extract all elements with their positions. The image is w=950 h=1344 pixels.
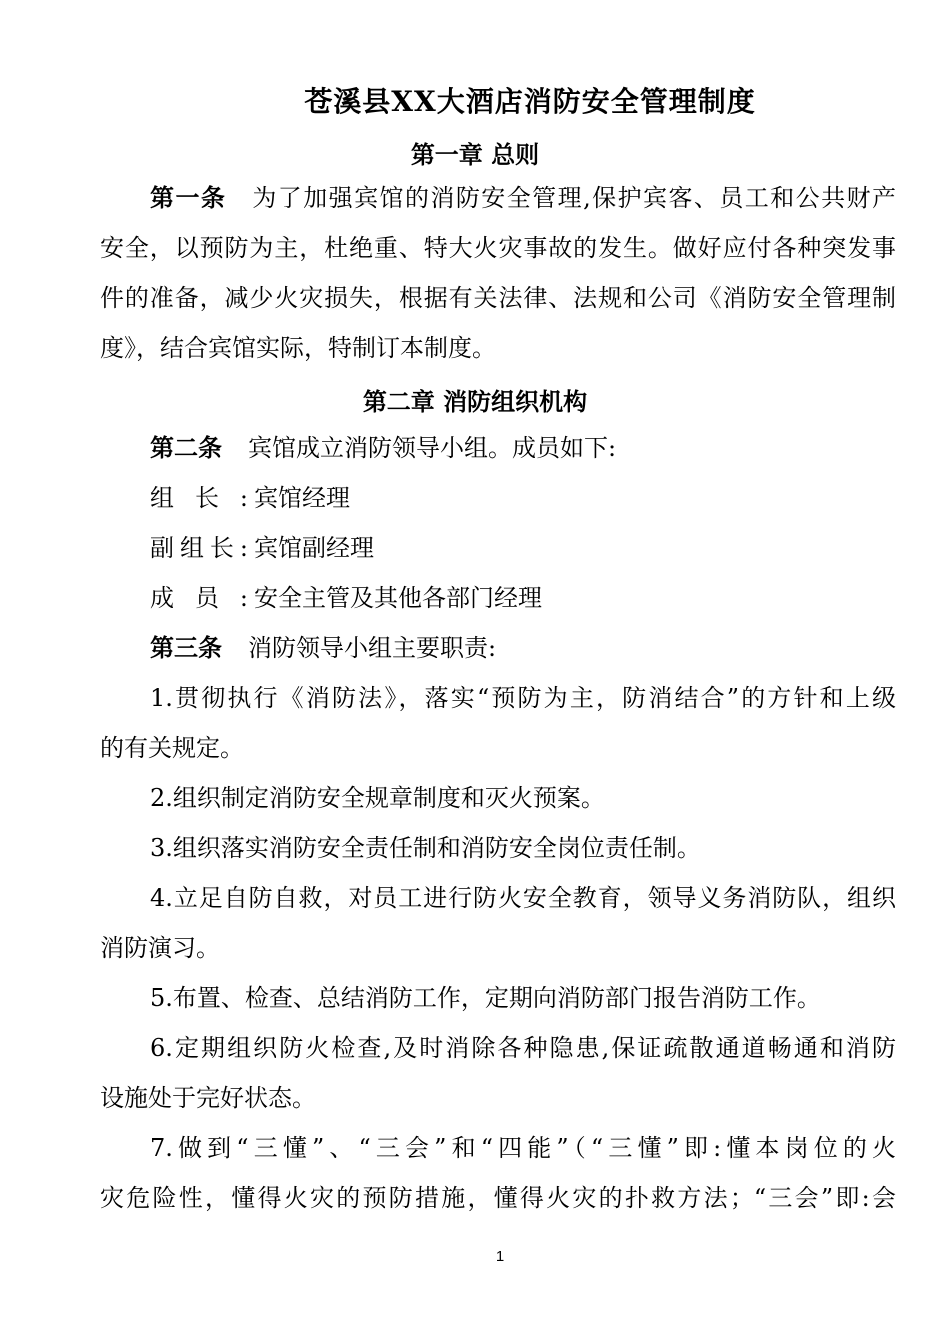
- duty-7-line-2: 灾危险性，懂得火灾的预防措施，懂得火灾的扑救方法；“三会”即:会: [100, 1184, 896, 1212]
- article-1-line-1: 第一条 为了加强宾馆的消防安全管理,保护宾客、员工和公共财产: [150, 184, 896, 212]
- duty-2: 2.组织制定消防安全规章制度和灭火预案。: [150, 784, 605, 812]
- duty-4-line-2: 消防演习。: [100, 934, 220, 962]
- article-2-label: 第二条: [150, 434, 222, 462]
- duty-4-line-1: 4.立足自防自救，对员工进行防火安全教育，领导义务消防队，组织: [150, 884, 896, 912]
- article-2-line: 第二条 宾馆成立消防领导小组。成员如下:: [150, 434, 617, 462]
- duty-7-line-1: 7.做到“三懂”、“三会”和“四能”（“三懂”即:懂本岗位的火: [150, 1134, 896, 1162]
- duty-1-line-2: 的有关规定。: [100, 734, 244, 762]
- article-3-line: 第三条 消防领导小组主要职责:: [150, 634, 497, 662]
- duty-1-line-1: 1.贯彻执行《消防法》，落实“预防为主，防消结合”的方针和上级: [150, 684, 896, 712]
- article-1-line-4: 度》，结合宾馆实际，特制订本制度。: [100, 334, 496, 362]
- duty-6-line-2: 设施处于完好状态。: [100, 1084, 316, 1112]
- chapter-1-heading: 第一章 总则: [410, 141, 540, 169]
- member-row-deputy: 副组长: 宾馆副经理: [150, 534, 374, 562]
- article-1-line-3: 件的准备，减少火灾损失，根据有关法律、法规和公司《消防安全管理制: [100, 284, 896, 312]
- member-row-members: 成员: 安全主管及其他各部门经理: [150, 584, 542, 612]
- duty-3: 3.组织落实消防安全责任制和消防安全岗位责任制。: [150, 834, 701, 862]
- duty-6-line-1: 6.定期组织防火检查,及时消除各种隐患,保证疏散通道畅通和消防: [150, 1034, 896, 1062]
- chapter-2-heading: 第二章 消防组织机构: [362, 388, 588, 416]
- duty-5: 5.布置、检查、总结消防工作，定期向消防部门报告消防工作。: [150, 984, 821, 1012]
- member-row-leader: 组长: 宾馆经理: [150, 484, 350, 512]
- article-1-line-2: 安全，以预防为主，杜绝重、特大火灾事故的发生。做好应付各种突发事: [100, 234, 896, 262]
- page-number: 1: [495, 1248, 505, 1265]
- article-3-label: 第三条: [150, 634, 222, 662]
- document-title: 苍溪县XX大酒店消防安全管理制度: [304, 85, 756, 118]
- article-1-label: 第一条: [150, 184, 227, 212]
